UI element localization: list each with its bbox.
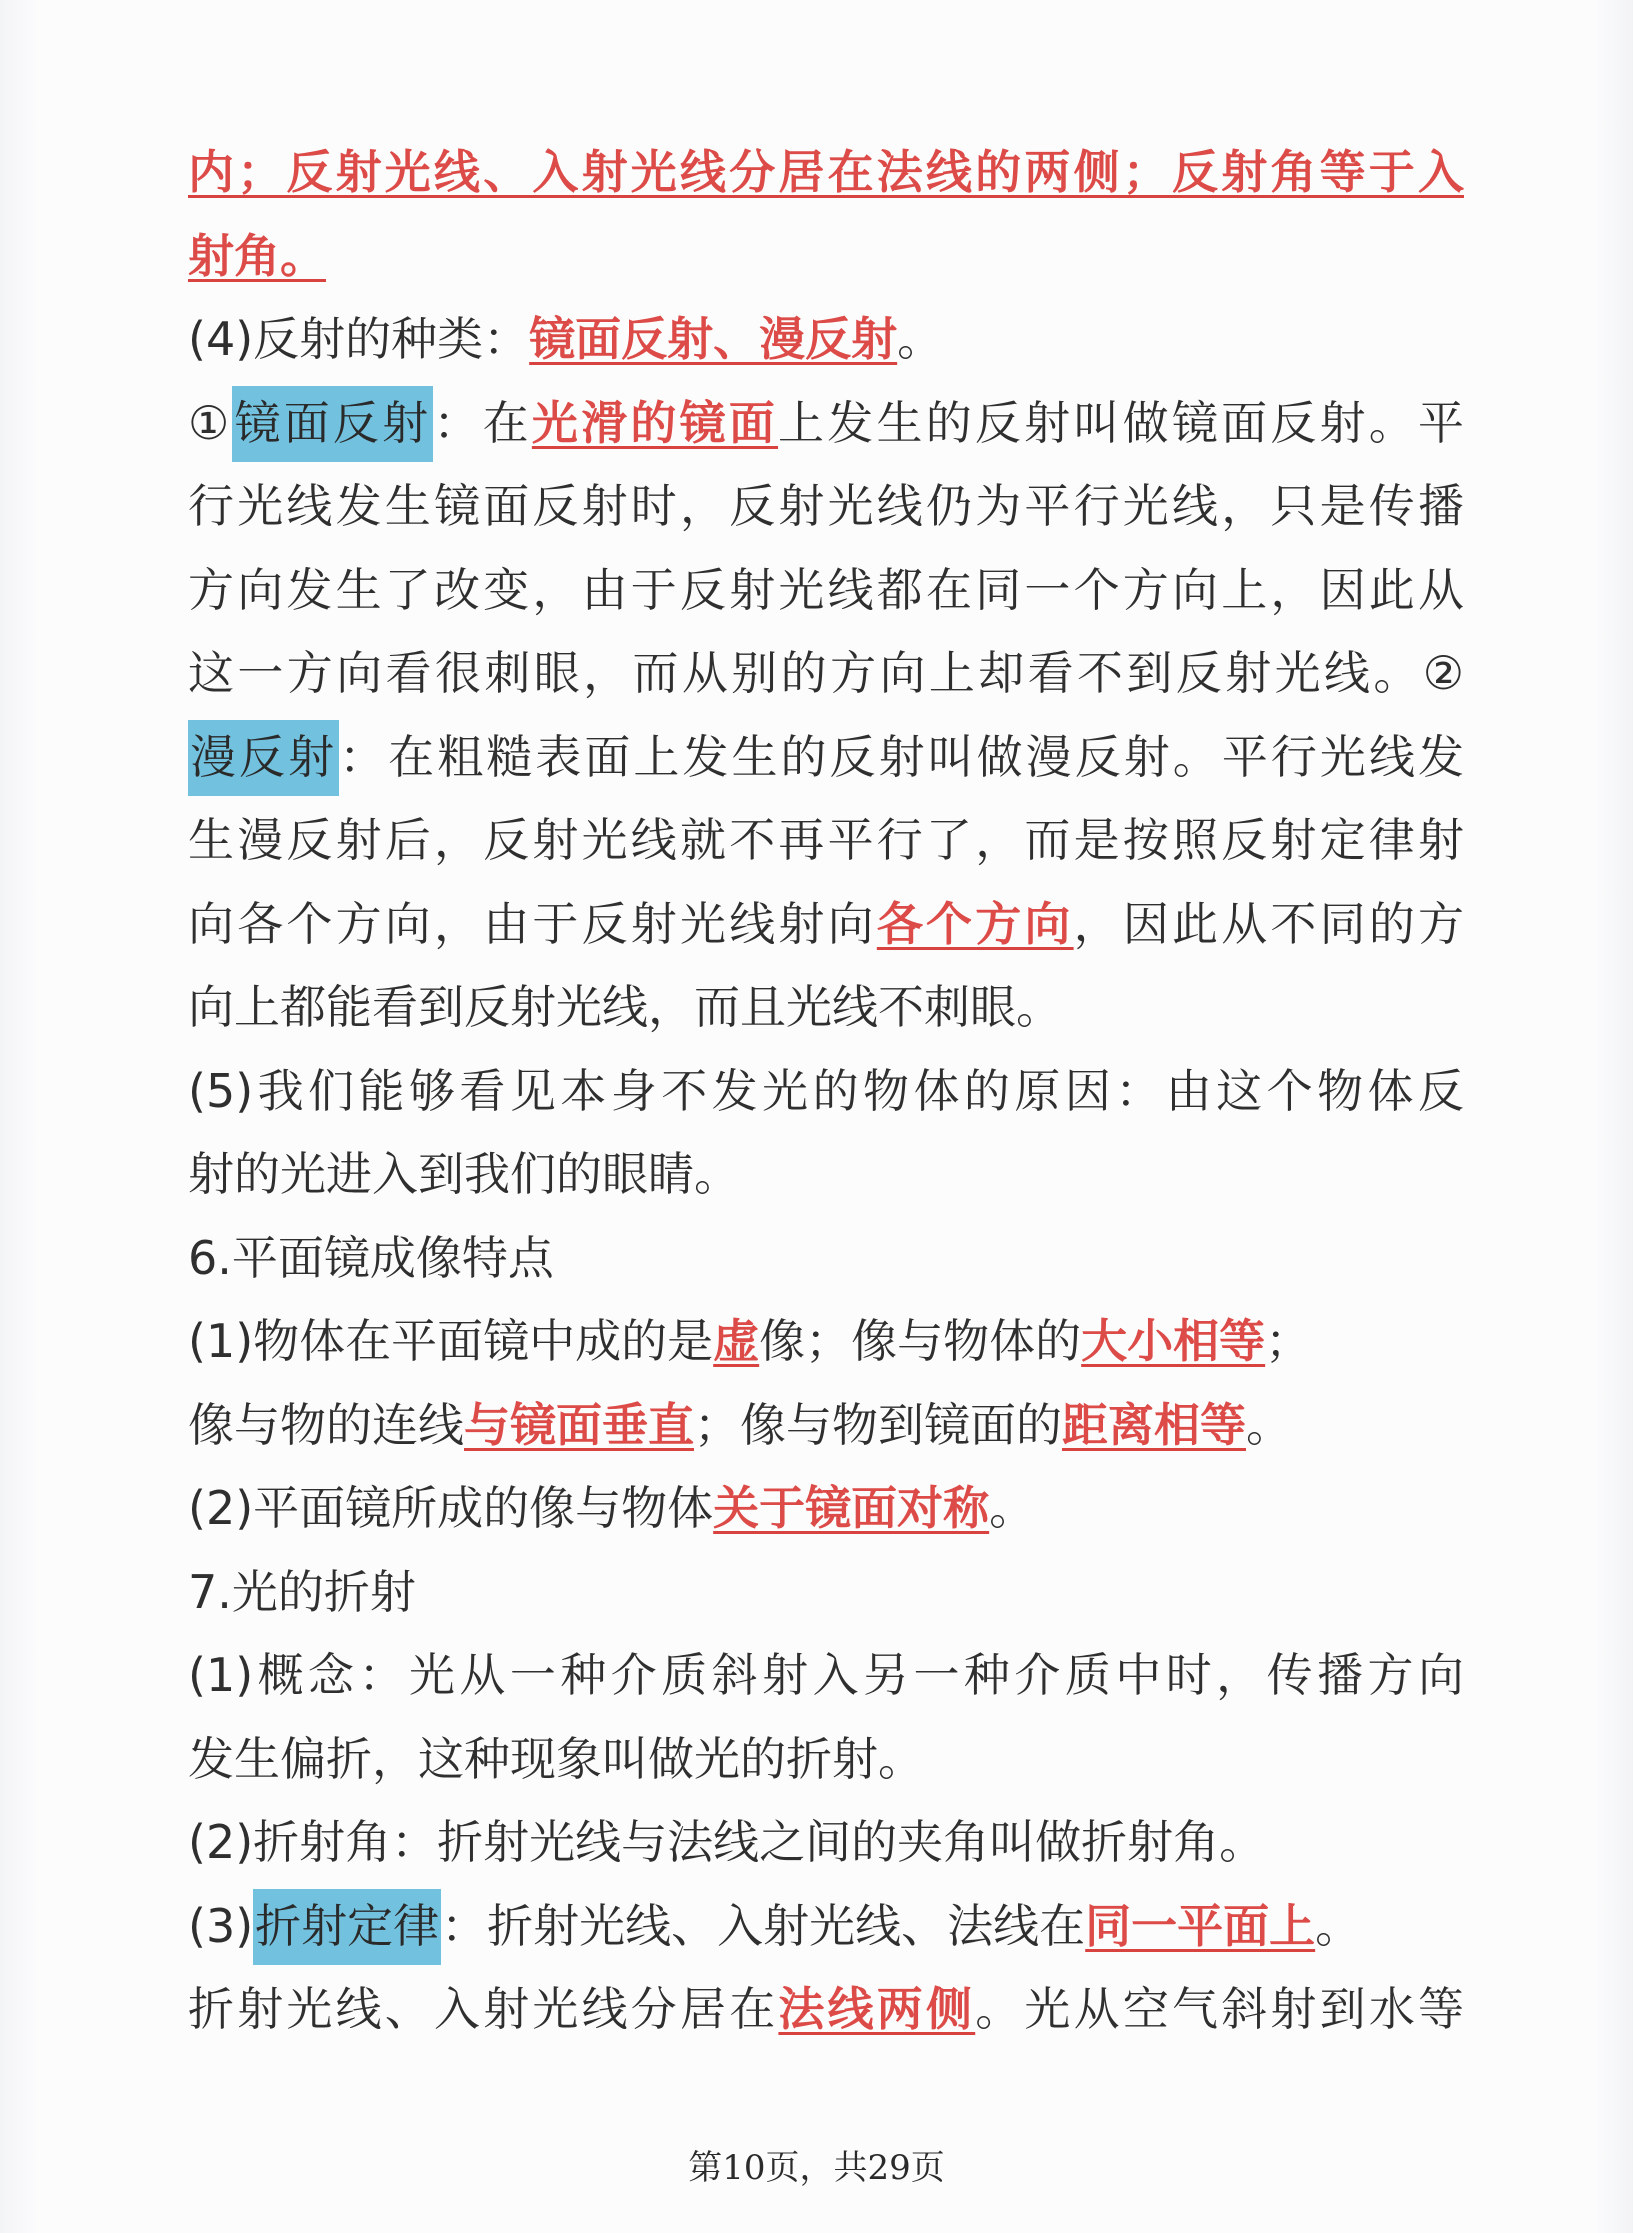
text-line — [188, 1562, 1464, 1622]
text-line — [188, 1395, 1464, 1455]
keyword-highlight: 折射定律 — [253, 1889, 441, 1965]
text-line — [188, 1478, 1464, 1538]
text-run: (1)物体在平面镜中成的是 — [188, 1314, 714, 1368]
text-run: (5)我们能够看见本身不发光的物体的原因：由这个物体反 — [188, 1063, 1464, 1118]
text-line — [188, 1729, 1464, 1789]
text-line — [188, 560, 1464, 620]
emphasis-red-underlined: 法线两侧 — [778, 1982, 976, 2036]
emphasis-red-underlined: 关于镜面对称 — [713, 1481, 990, 1535]
page-number-footer: 第10页，共29页 — [688, 2148, 945, 2188]
text-run: 。 — [897, 312, 944, 366]
text-line — [188, 142, 1464, 202]
text-line — [188, 643, 1464, 703]
text-run: ；像与物到镜面的 — [694, 1397, 1062, 1452]
emphasis-red-underlined: 光滑的镜面 — [531, 395, 779, 450]
text-run: ：在粗糙表面上发生的反射叫做漫反射。平行光线发 — [339, 729, 1465, 784]
emphasis-red-underlined: 内；反射光线、入射光线分居在法线的两侧；反射角等于入 — [188, 145, 1464, 199]
text-run: 7.光的折射 — [188, 1564, 416, 1619]
text-line — [188, 309, 1464, 369]
text-line — [188, 1812, 1464, 1872]
emphasis-red-underlined: 同一平面上 — [1085, 1898, 1316, 1953]
text-run: 。 — [1246, 1397, 1292, 1452]
text-line — [188, 1979, 1464, 2039]
text-run: 。 — [1315, 1898, 1362, 1953]
emphasis-red-underlined: 各个方向 — [876, 896, 1074, 951]
text-run: ，因此从不同的方 — [1073, 896, 1465, 951]
text-line — [188, 1311, 1464, 1371]
text-run: (3) — [188, 1898, 254, 1953]
text-run: 。光从空气斜射到水等 — [975, 1982, 1465, 2036]
text-run: 。 — [989, 1481, 1036, 1535]
text-run: (2)折射角：折射光线与法线之间的夹角叫做折射角。 — [188, 1815, 1266, 1869]
text-run: 这一方向看很刺眼，而从别的方向上却看不到反射光线。② — [188, 646, 1464, 700]
text-line — [188, 1061, 1464, 1121]
text-run: ：折射光线、入射光线、法线在 — [441, 1898, 1086, 1953]
text-run: ； — [1265, 1314, 1312, 1368]
text-run: 像与物的连线 — [188, 1397, 464, 1452]
emphasis-red-underlined: 大小相等 — [1081, 1314, 1266, 1368]
text-run: (4)反射的种类： — [188, 312, 530, 366]
text-run: 方向发生了改变，由于反射光线都在同一个方向上，因此从 — [188, 562, 1464, 617]
text-line — [188, 894, 1464, 954]
text-run: 折射光线、入射光线分居在 — [188, 1982, 779, 2036]
text-line — [188, 810, 1464, 870]
text-line — [188, 1896, 1464, 1956]
text-line — [188, 226, 1464, 286]
text-line — [188, 476, 1464, 536]
keyword-highlight: 漫反射 — [188, 720, 339, 796]
emphasis-red-underlined: 与镜面垂直 — [464, 1397, 694, 1452]
text-run: 上发生的反射叫做镜面反射。平 — [778, 395, 1465, 450]
text-line — [188, 1144, 1464, 1204]
text-line — [188, 977, 1464, 1037]
text-line — [188, 1645, 1464, 1705]
text-run: ① — [188, 395, 233, 450]
text-line — [188, 393, 1464, 453]
text-run: 向各个方向，由于反射光线射向 — [188, 896, 877, 951]
keyword-highlight: 镜面反射 — [232, 386, 433, 462]
text-line — [188, 727, 1464, 787]
text-run: 向上都能看到反射光线，而且光线不刺眼。 — [188, 980, 1062, 1034]
text-run: (2)平面镜所成的像与物体 — [188, 1481, 714, 1535]
text-line — [188, 1228, 1464, 1288]
text-run: 6.平面镜成像特点 — [188, 1230, 554, 1285]
emphasis-red-underlined: 虚 — [713, 1314, 760, 1368]
emphasis-red-underlined: 射角。 — [188, 228, 326, 283]
text-run: 生漫反射后，反射光线就不再平行了，而是按照反射定律射 — [188, 813, 1464, 867]
text-run: (1)概念：光从一种介质斜射入另一种介质中时，传播方向 — [188, 1648, 1464, 1702]
emphasis-red-underlined: 距离相等 — [1062, 1397, 1246, 1452]
text-run: 像；像与物体的 — [759, 1314, 1082, 1368]
emphasis-red-underlined: 镜面反射、漫反射 — [529, 312, 898, 366]
text-run: 发生偏折，这种现象叫做光的折射。 — [188, 1731, 924, 1786]
text-run: ：在 — [433, 395, 532, 450]
text-run: 行光线发生镜面反射时，反射光线仍为平行光线，只是传播 — [188, 479, 1464, 533]
text-run: 射的光进入到我们的眼睛。 — [188, 1147, 740, 1201]
